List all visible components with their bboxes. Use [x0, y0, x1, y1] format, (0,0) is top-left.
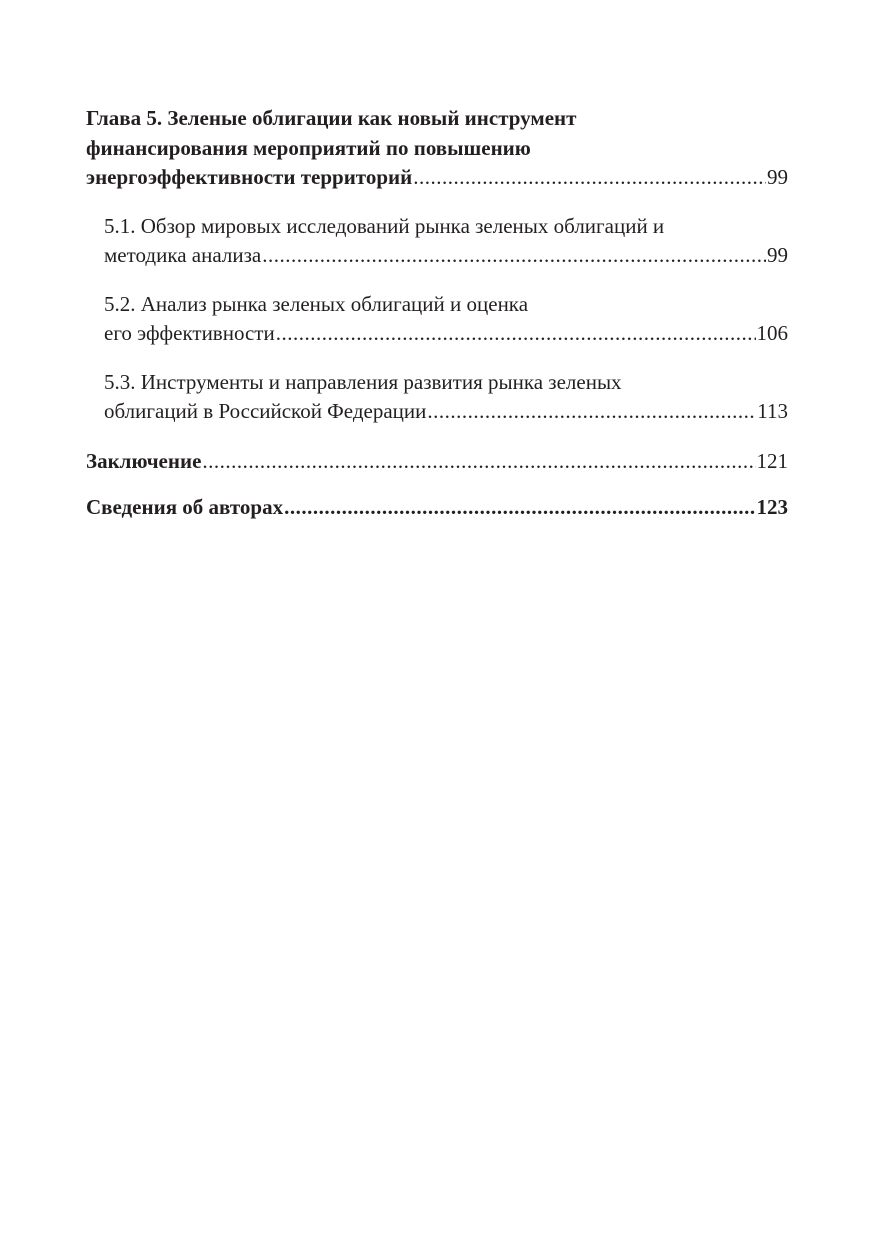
page-number: 123: [756, 495, 788, 519]
toc-entry-title-line: финансирования мероприятий по повышению: [86, 135, 531, 160]
toc-entry-title-line: методика анализа: [104, 243, 262, 267]
dot-leader: [427, 397, 756, 427]
toc-entry-section-5-1[interactable]: [86, 212, 788, 271]
toc-entry-last-line: [104, 319, 788, 349]
page-number: 121: [756, 448, 788, 473]
toc-entry-title-line: 5.2. Анализ рынка зеленых облигаций и оценка: [104, 291, 529, 316]
toc-entry-last-line: [86, 447, 788, 477]
toc-entry-section-5-2[interactable]: [86, 290, 788, 349]
toc-entry-title-line: Глава 5. Зеленые облигации как новый инструмент: [86, 106, 577, 130]
toc-entry-title-line: Сведения об авторах: [86, 495, 284, 519]
toc-entry-title-line: 5.1. Обзор мировых исследований рынка зеленых облигаций и: [104, 213, 665, 238]
toc-entry-authors[interactable]: [86, 493, 788, 523]
toc-entry-chapter-5[interactable]: [86, 104, 788, 193]
dot-leader: [413, 163, 766, 193]
toc-entry-section-5-3[interactable]: [86, 368, 788, 427]
toc-entry-title-line: 5.3. Инструменты и направления развития рынка зеленых: [104, 369, 622, 394]
toc-entry-last-line: [86, 163, 788, 193]
page-number: 106: [756, 321, 788, 345]
table-of-contents: [86, 104, 788, 523]
toc-entry-title-line: энергоэффективности территорий: [86, 165, 413, 189]
dot-leader: [284, 493, 755, 523]
dot-leader: [262, 241, 766, 271]
toc-entry-title-line: облигаций в Российской Федерации: [104, 399, 427, 423]
dot-leader: [276, 319, 756, 349]
toc-entry-conclusion[interactable]: [86, 447, 788, 477]
toc-entry-last-line: [86, 493, 788, 523]
toc-entry-title-line: Заключение: [86, 448, 202, 473]
dot-leader: [202, 447, 755, 477]
page-number: 99: [767, 165, 788, 189]
page-number: 99: [767, 243, 788, 267]
toc-entry-title-line: его эффективности: [104, 321, 275, 345]
toc-entry-last-line: [104, 397, 788, 427]
toc-entry-last-line: [104, 241, 788, 271]
page-number: 113: [757, 399, 788, 423]
